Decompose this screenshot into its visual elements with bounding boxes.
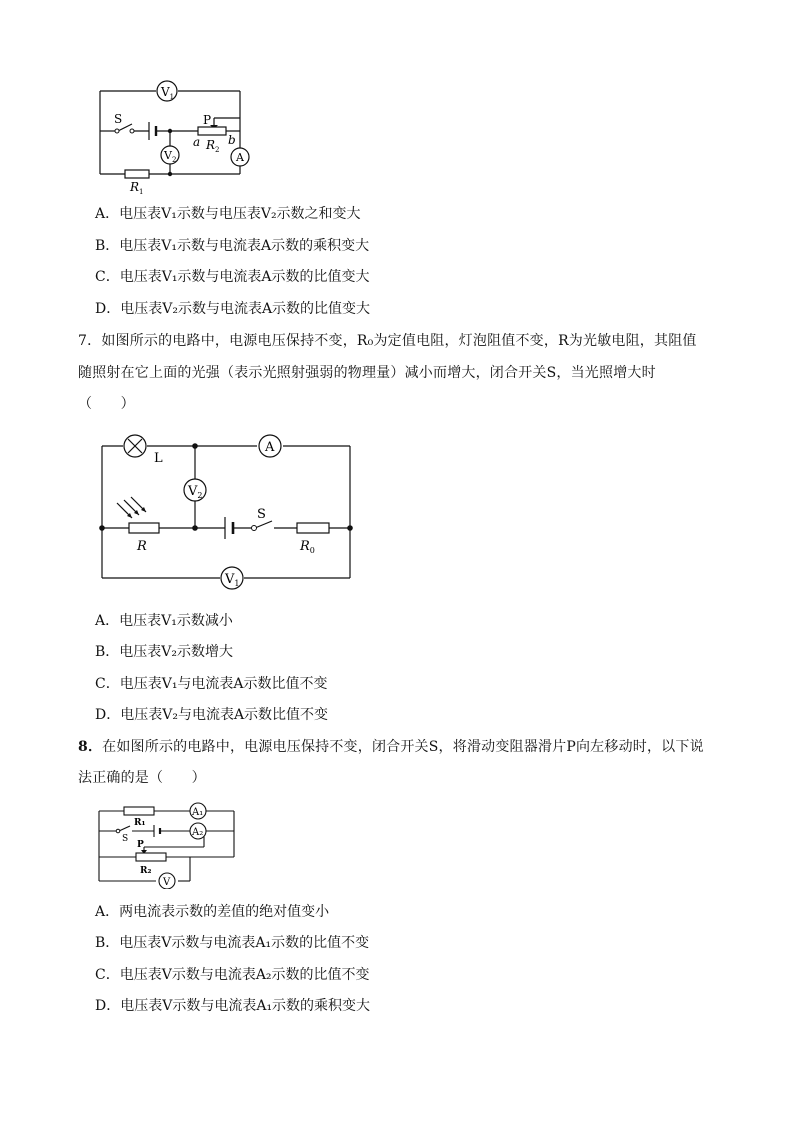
q7-lamp-label: L bbox=[154, 451, 163, 466]
q8-r2-label: R₂ bbox=[140, 866, 152, 876]
q6-option-d[interactable]: D．电压表V₂示数与电流表A示数的比值变大 bbox=[95, 301, 371, 317]
r0-resistor bbox=[297, 523, 329, 533]
q6-end-b-label: b bbox=[228, 133, 236, 147]
q8-circuit-diagram bbox=[94, 797, 244, 889]
q6-v1-label: $V_1$ bbox=[161, 85, 175, 101]
q7-r-label: R bbox=[137, 539, 147, 554]
q7-option-a[interactable]: A．电压表V₁示数减小 bbox=[95, 613, 233, 629]
q8-option-b[interactable]: B．电压表V示数与电流表A₁示数的比值不变 bbox=[95, 935, 370, 951]
q8-stem-line-1 bbox=[78, 738, 704, 756]
q7-answer-blank: （ ） bbox=[78, 396, 135, 412]
q8-stem-text-1: 在如图所示的电路中，电源电压保持不变，闭合开关S，将滑动变阻器滑片P向左移动时，以下说 bbox=[102, 739, 704, 755]
q8-number: 8． bbox=[78, 739, 103, 755]
q7-stem-line-2: 随照射在它上面的光强（表示光照射强弱的物理量）减小而增大，闭合开关S，当光照增大时 bbox=[78, 365, 656, 381]
q8-stem-line-2: 法正确的是（ ） bbox=[78, 770, 206, 786]
q7-r0-label: $R_0$ bbox=[300, 539, 315, 555]
q8-switch-label: S bbox=[122, 834, 129, 844]
q6-a-label: A bbox=[236, 151, 244, 164]
q8-option-d[interactable]: D．电压表V示数与电流表A₁示数的乘积变大 bbox=[95, 998, 371, 1014]
r2-rheostat bbox=[198, 127, 226, 135]
q8-a2-label: A₂ bbox=[192, 827, 204, 838]
q8-a1-label: A₁ bbox=[192, 807, 204, 818]
q6-option-b[interactable]: B．电压表V₁示数与电流表A示数的乘积变大 bbox=[95, 238, 370, 254]
junction-dot bbox=[168, 129, 172, 133]
photoresistor-r bbox=[129, 523, 159, 533]
q6-end-a-label: a bbox=[193, 135, 201, 149]
q6-v2-label: $V_2$ bbox=[164, 149, 177, 164]
q6-slider-label: P bbox=[203, 113, 212, 127]
q7-stem-text-1: 如图所示的电路中，电源电压保持不变，R₀为定值电阻，灯泡阻值不变，R为光敏电阻，其阻值 bbox=[101, 333, 697, 349]
q7-v1-label: $V_1$ bbox=[225, 572, 240, 588]
r1-resistor bbox=[124, 807, 154, 815]
q8-option-a[interactable]: A．两电流表示数的差值的绝对值变小 bbox=[95, 904, 330, 920]
q8-slider-label: P bbox=[137, 840, 144, 850]
q8-v-label: V bbox=[163, 877, 171, 888]
junction-dot bbox=[168, 172, 172, 176]
q6-option-c[interactable]: C．电压表V₁示数与电流表A示数的比值变大 bbox=[95, 269, 370, 285]
q8-r1-label: R₁ bbox=[134, 818, 146, 828]
junction-dot bbox=[99, 525, 105, 531]
q6-option-a[interactable]: A．电压表V₁示数与电压表V₂示数之和变大 bbox=[95, 206, 361, 222]
r2-rheostat bbox=[136, 853, 166, 861]
q6-r1-label: $R_1$ bbox=[130, 180, 144, 196]
q8-option-c[interactable]: C．电压表V示数与电流表A₂示数的比值不变 bbox=[95, 967, 370, 983]
q7-option-b[interactable]: B．电压表V₂示数增大 bbox=[95, 644, 234, 660]
q7-option-c[interactable]: C．电压表V₁与电流表A示数比值不变 bbox=[95, 676, 328, 692]
q7-option-d[interactable]: D．电压表V₂与电流表A示数比值不变 bbox=[95, 707, 329, 723]
q7-circuit-diagram bbox=[92, 428, 362, 598]
q7-number: 7． bbox=[78, 333, 102, 349]
q7-a-label: A bbox=[265, 440, 275, 455]
q7-v2-label: $V_2$ bbox=[188, 484, 203, 500]
q6-switch-label: S bbox=[114, 112, 123, 126]
junction-dot bbox=[192, 443, 198, 449]
q6-circuit-diagram bbox=[90, 78, 260, 196]
q6-r2-label: $R_2$ bbox=[206, 138, 220, 154]
q7-switch-label: S bbox=[257, 507, 266, 522]
junction-dot bbox=[192, 525, 198, 531]
q7-stem-line-1 bbox=[78, 332, 697, 350]
r1-resistor bbox=[125, 170, 149, 178]
junction-dot bbox=[347, 525, 353, 531]
